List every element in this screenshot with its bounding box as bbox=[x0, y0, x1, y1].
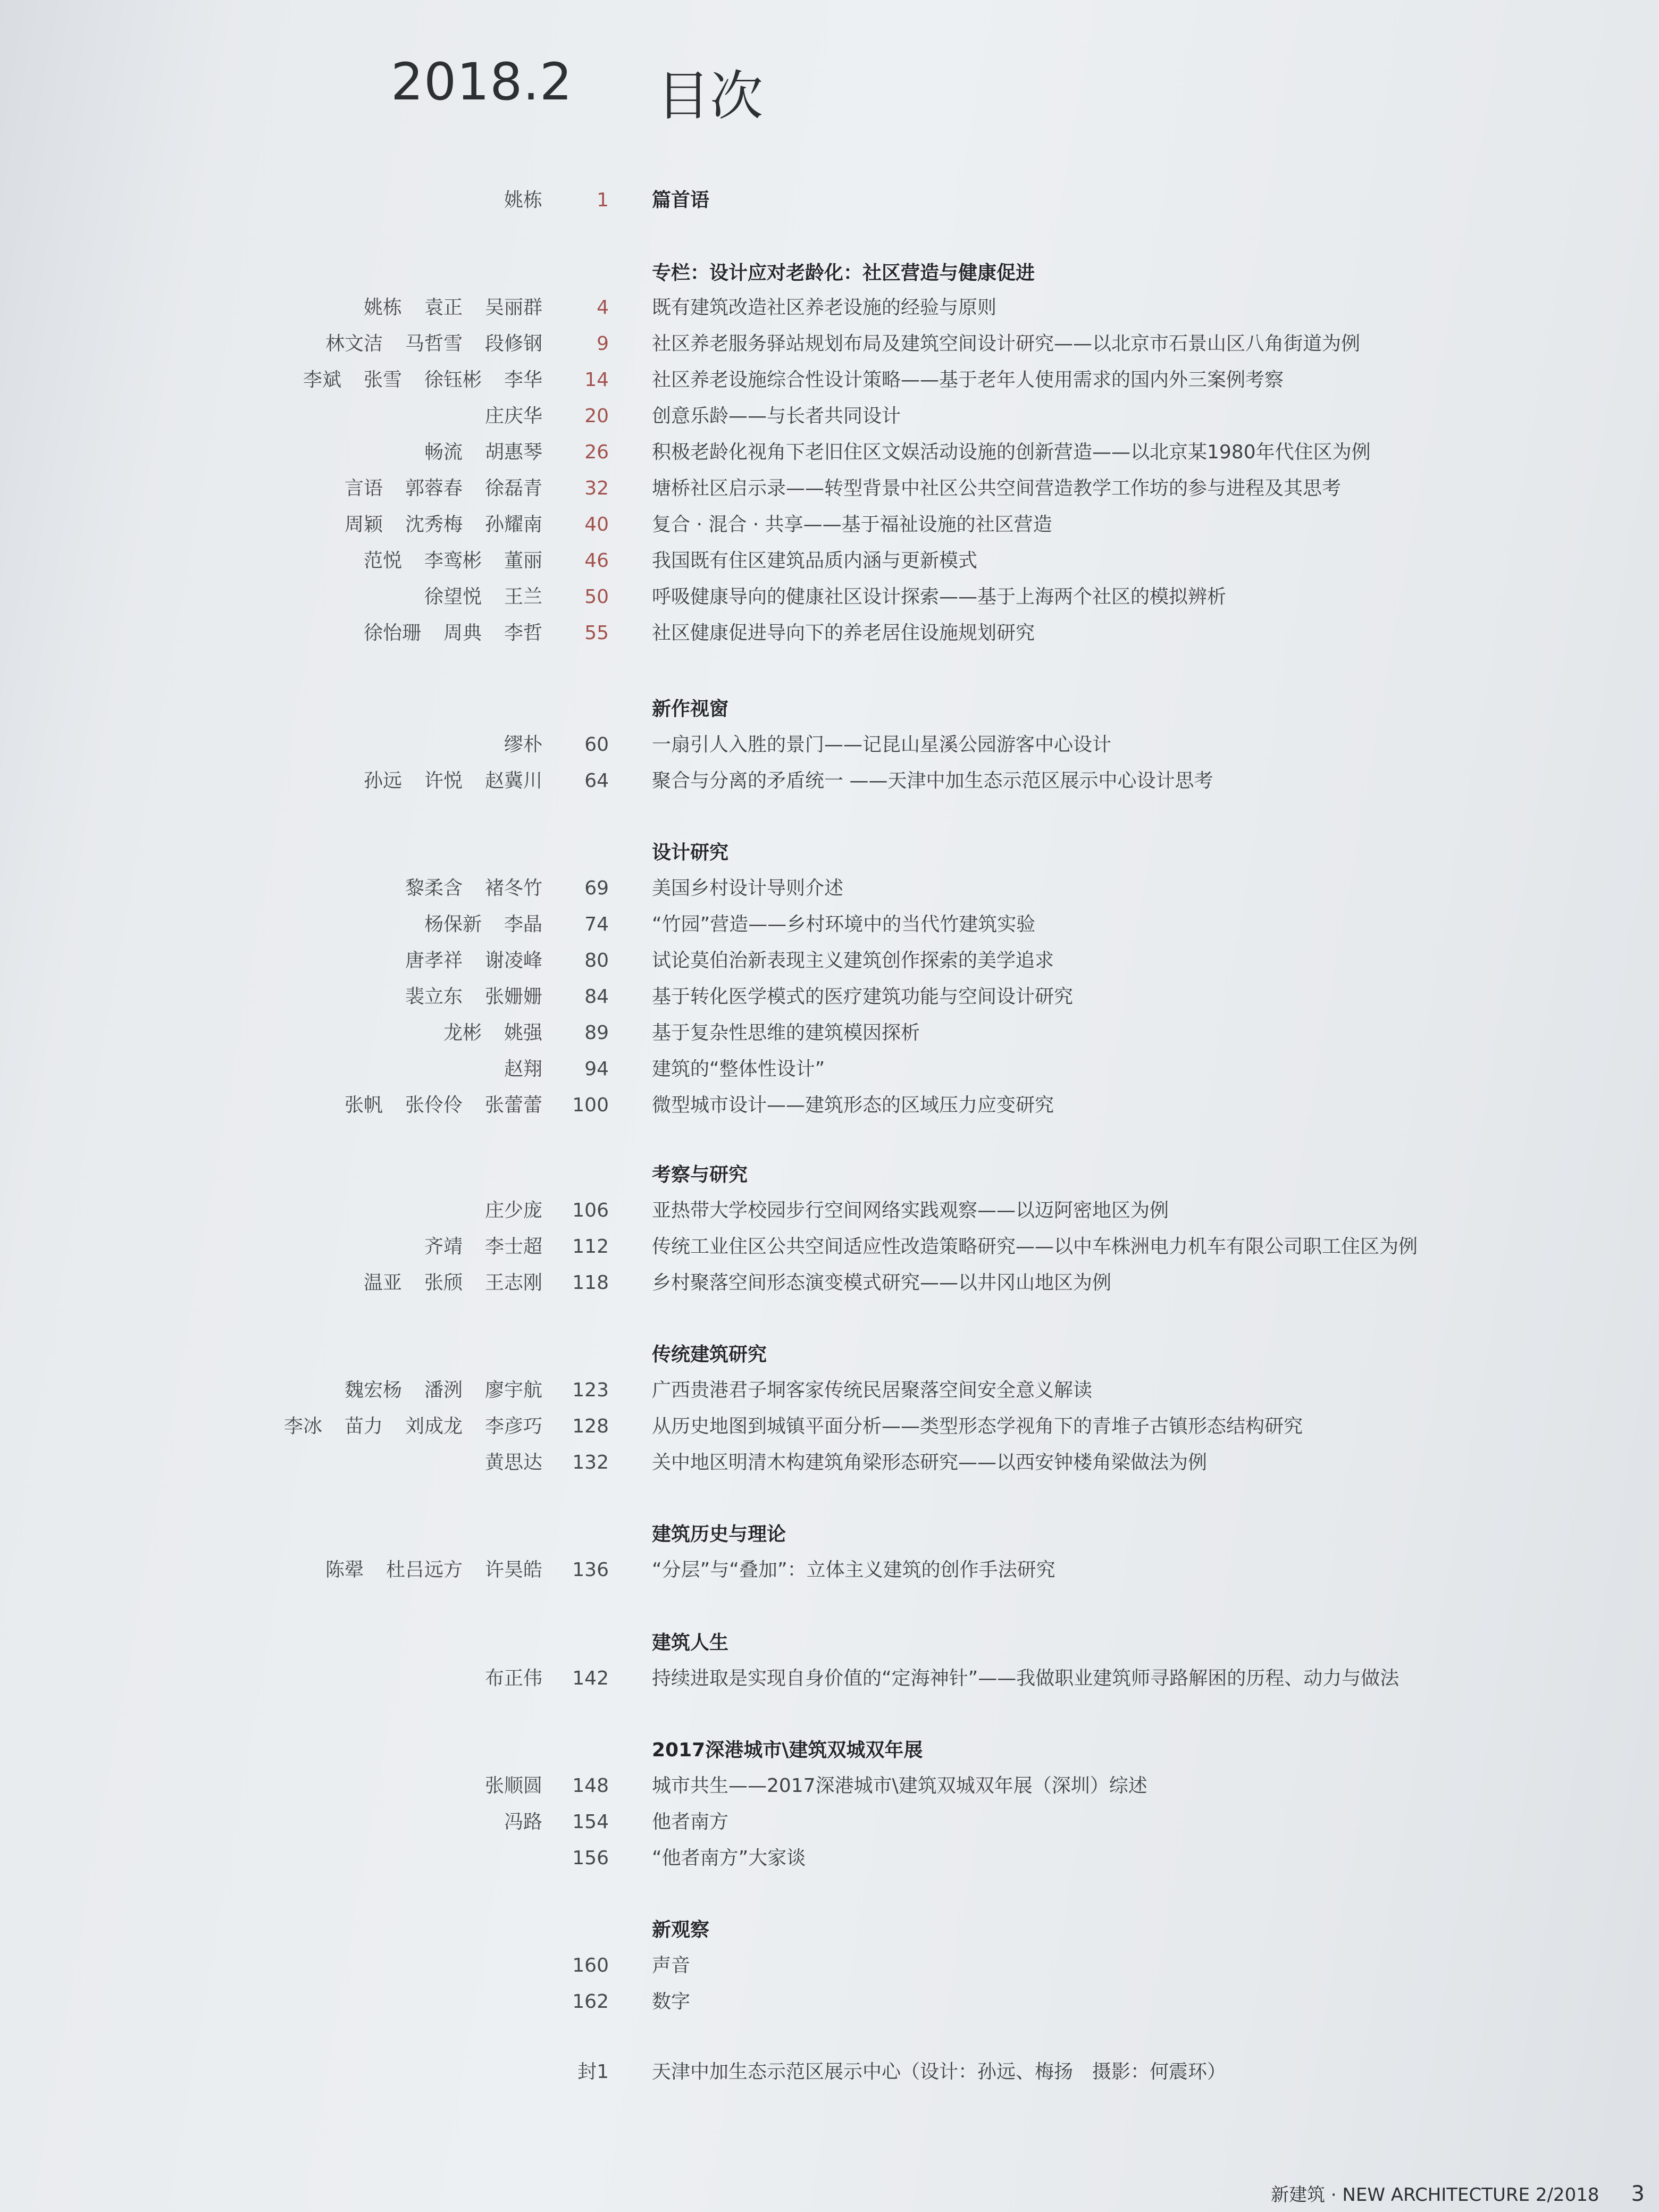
toc-entry bbox=[0, 1372, 1659, 1409]
section-heading: 建筑历史与理论 bbox=[652, 1523, 786, 1545]
entry-authors bbox=[443, 1015, 542, 1051]
entry-page-number: 128 bbox=[572, 1415, 609, 1437]
entry-page-number: 123 bbox=[572, 1379, 609, 1401]
entry-authors bbox=[405, 943, 542, 979]
toc-entry bbox=[0, 2054, 1659, 2090]
author-name: 徐磊青 bbox=[484, 477, 542, 499]
toc-entry bbox=[0, 362, 1659, 398]
entry-title: 声音 bbox=[652, 1955, 691, 1976]
toc-entry bbox=[0, 727, 1659, 763]
entry-title: 天津中加生态示范区展示中心（设计：孙远、梅扬 摄影：何震环） bbox=[652, 2061, 1227, 2083]
entry-title: 乡村聚落空间形态演变模式研究——以井冈山地区为例 bbox=[652, 1272, 1112, 1294]
entry-authors bbox=[485, 398, 542, 434]
author-name: 董丽 bbox=[504, 550, 542, 572]
author-name: 周颖 bbox=[344, 514, 383, 535]
toc-entry bbox=[0, 943, 1659, 979]
entry-title: 关中地区明清木构建筑角梁形态研究——以西安钟楼角梁做法为例 bbox=[652, 1452, 1208, 1473]
entry-authors bbox=[303, 362, 542, 398]
entry-page-number: 112 bbox=[572, 1236, 609, 1258]
entry-title: 社区养老设施综合性设计策略——基于老年人使用需求的国内外三案例考察 bbox=[652, 369, 1284, 391]
entry-page-number: 50 bbox=[584, 586, 609, 608]
author-name: 李晶 bbox=[504, 914, 542, 935]
toc-entry bbox=[0, 579, 1659, 615]
page-number: 3 bbox=[1631, 2182, 1645, 2206]
author-name: 唐孝祥 bbox=[405, 950, 463, 971]
author-name: 徐钰彬 bbox=[424, 369, 482, 391]
toc-entry bbox=[0, 398, 1659, 434]
entry-title: 广西贵港君子垌客家传统民居聚落空间安全意义解读 bbox=[652, 1379, 1093, 1401]
entry-title: 城市共生——2017深港城市\建筑双城双年展（深圳）综述 bbox=[652, 1775, 1147, 1797]
author-name: 李士超 bbox=[484, 1236, 542, 1258]
toc-entry bbox=[0, 763, 1659, 799]
entry-page-number: 40 bbox=[584, 514, 609, 535]
author-name: 谢凌峰 bbox=[484, 950, 542, 971]
entry-authors bbox=[504, 182, 542, 219]
toc-entry bbox=[0, 1193, 1659, 1229]
entry-title: 持续进取是实现自身价值的“定海神针”——我做职业建筑师寻路解困的历程、动力与做法 bbox=[652, 1668, 1400, 1689]
entry-page-number: 154 bbox=[572, 1811, 609, 1833]
toc-entry bbox=[0, 1804, 1659, 1840]
entry-title: 一扇引人入胜的景门——记昆山星溪公园游客中心设计 bbox=[652, 734, 1112, 756]
author-name: 赵冀川 bbox=[484, 770, 542, 792]
author-name: 杨保新 bbox=[424, 914, 482, 935]
toc-entry bbox=[0, 434, 1659, 471]
section-heading: 专栏：设计应对老龄化：社区营造与健康促进 bbox=[652, 262, 1035, 284]
author-name: 李冰 bbox=[283, 1415, 322, 1437]
author-name: 龙彬 bbox=[443, 1022, 482, 1044]
entry-page-number: 142 bbox=[572, 1668, 609, 1689]
entry-authors bbox=[424, 434, 542, 471]
toc-entry bbox=[0, 615, 1659, 651]
author-name: 张帆 bbox=[344, 1094, 383, 1116]
entry-authors bbox=[364, 763, 542, 799]
entry-title: “分层”与“叠加”：立体主义建筑的创作手法研究 bbox=[652, 1559, 1055, 1581]
section-heading: 建筑人生 bbox=[652, 1632, 729, 1654]
author-name: 张姗姗 bbox=[484, 986, 542, 1008]
entry-authors bbox=[424, 907, 542, 943]
author-name: 张顺圆 bbox=[484, 1775, 542, 1797]
author-name: 姚栋 bbox=[504, 189, 542, 211]
entry-title: 基于复杂性思维的建筑模因探析 bbox=[652, 1022, 920, 1044]
entry-authors bbox=[364, 1265, 542, 1301]
entry-title: 积极老龄化视角下老旧住区文娱活动设施的创新营造——以北京某1980年代住区为例 bbox=[652, 441, 1371, 463]
entry-page-number: 32 bbox=[584, 477, 609, 499]
entry-page-number: 136 bbox=[572, 1559, 609, 1581]
author-name: 言语 bbox=[344, 477, 383, 499]
toc-entry bbox=[0, 1445, 1659, 1481]
entry-page-number: 162 bbox=[572, 1991, 609, 2013]
entry-authors bbox=[485, 1445, 542, 1481]
author-name: 齐靖 bbox=[424, 1236, 463, 1258]
author-name: 吴丽群 bbox=[484, 297, 542, 319]
entry-authors bbox=[405, 870, 542, 907]
section-heading: 2017深港城市\建筑双城双年展 bbox=[652, 1739, 923, 1761]
author-name: 褚冬竹 bbox=[484, 877, 542, 899]
author-name: 胡惠琴 bbox=[484, 441, 542, 463]
entry-page-number: 1 bbox=[597, 189, 609, 211]
author-name: 魏宏杨 bbox=[344, 1379, 402, 1401]
entry-page-number: 封1 bbox=[577, 2061, 609, 2083]
entry-page-number: 94 bbox=[584, 1058, 609, 1080]
author-name: 范悦 bbox=[363, 550, 402, 572]
author-name: 孙远 bbox=[363, 770, 402, 792]
entry-authors bbox=[504, 1804, 542, 1840]
author-name: 张伶伶 bbox=[405, 1094, 463, 1116]
toc-entry bbox=[0, 507, 1659, 543]
author-name: 段修钢 bbox=[484, 333, 542, 355]
author-name: 李哲 bbox=[504, 622, 542, 644]
toc-entry bbox=[0, 1229, 1659, 1265]
entry-title: 数字 bbox=[652, 1991, 691, 2013]
toc-entry bbox=[0, 907, 1659, 943]
toc-entry bbox=[0, 1984, 1659, 2020]
toc-entry bbox=[0, 1051, 1659, 1087]
toc-entry bbox=[0, 290, 1659, 326]
section-heading: 新作视窗 bbox=[652, 698, 729, 720]
entry-title: 复合 · 混合 · 共享——基于福祉设施的社区营造 bbox=[652, 514, 1052, 535]
issue-date: 2018.2 bbox=[391, 52, 573, 112]
author-name: 徐怡珊 bbox=[363, 622, 421, 644]
entry-title: 既有建筑改造社区养老设施的经验与原则 bbox=[652, 297, 997, 319]
entry-authors bbox=[345, 1087, 542, 1124]
page-footer bbox=[1271, 2180, 1645, 2206]
toc-entry bbox=[0, 870, 1659, 907]
entry-title: 塘桥社区启示录——转型背景中社区公共空间营造教学工作坊的参与进程及其思考 bbox=[652, 477, 1342, 499]
entry-title: 从历史地图到城镇平面分析——类型形态学视角下的青堆子古镇形态结构研究 bbox=[652, 1415, 1303, 1437]
author-name: 畅流 bbox=[424, 441, 463, 463]
author-name: 沈秀梅 bbox=[405, 514, 463, 535]
author-name: 徐望悦 bbox=[424, 586, 482, 608]
toc-entry bbox=[0, 1015, 1659, 1051]
entry-page-number: 69 bbox=[584, 877, 609, 899]
entry-authors bbox=[504, 1051, 542, 1087]
author-name: 马哲雪 bbox=[405, 333, 463, 355]
toc-entry bbox=[0, 471, 1659, 507]
author-name: 许昊皓 bbox=[484, 1559, 542, 1581]
toc-entry bbox=[0, 1661, 1659, 1697]
entry-title: 社区养老服务驿站规划布局及建筑空间设计研究——以北京市石景山区八角街道为例 bbox=[652, 333, 1361, 355]
entry-title: 建筑的“整体性设计” bbox=[652, 1058, 825, 1080]
author-name: 苗力 bbox=[344, 1415, 383, 1437]
author-name: 庄少庞 bbox=[484, 1200, 542, 1221]
toc-entry bbox=[0, 543, 1659, 579]
entry-page-number: 9 bbox=[597, 333, 609, 355]
section-heading: 篇首语 bbox=[652, 189, 710, 211]
author-name: 王兰 bbox=[504, 586, 542, 608]
author-name: 孙耀南 bbox=[484, 514, 542, 535]
entry-authors bbox=[405, 979, 542, 1015]
author-name: 温亚 bbox=[363, 1272, 402, 1294]
author-name: 许悦 bbox=[424, 770, 463, 792]
entry-page-number: 55 bbox=[584, 622, 609, 644]
entry-title: “他者南方”大家谈 bbox=[652, 1847, 806, 1869]
author-name: 张雪 bbox=[363, 369, 402, 391]
author-name: 赵翔 bbox=[504, 1058, 542, 1080]
footer-journal: 新建筑 · NEW ARCHITECTURE 2/2018 bbox=[1271, 2184, 1599, 2206]
section-heading: 设计研究 bbox=[652, 842, 729, 864]
author-name: 廖宇航 bbox=[484, 1379, 542, 1401]
entry-title: 聚合与分离的矛盾统一 ——天津中加生态示范区展示中心设计思考 bbox=[652, 770, 1213, 792]
entry-page-number: 26 bbox=[584, 441, 609, 463]
entry-authors bbox=[424, 579, 542, 615]
toc-entry bbox=[0, 1948, 1659, 1984]
entry-page-number: 156 bbox=[572, 1847, 609, 1869]
author-name: 姚强 bbox=[504, 1022, 542, 1044]
author-name: 李彦巧 bbox=[484, 1415, 542, 1437]
toc-entry bbox=[0, 1768, 1659, 1804]
entry-page-number: 74 bbox=[584, 914, 609, 935]
entry-page-number: 20 bbox=[584, 405, 609, 427]
entry-page-number: 118 bbox=[572, 1272, 609, 1294]
toc-entry bbox=[0, 1840, 1659, 1876]
author-name: 李鸾彬 bbox=[424, 550, 482, 572]
toc-entry bbox=[0, 1265, 1659, 1301]
author-name: 黎柔含 bbox=[405, 877, 463, 899]
entry-authors bbox=[325, 326, 542, 362]
author-name: 林文洁 bbox=[325, 333, 383, 355]
entry-authors bbox=[364, 615, 542, 651]
entry-page-number: 64 bbox=[584, 770, 609, 792]
author-name: 缪朴 bbox=[504, 734, 542, 756]
entry-page-number: 89 bbox=[584, 1022, 609, 1044]
author-name: 李斌 bbox=[303, 369, 341, 391]
entry-page-number: 132 bbox=[572, 1452, 609, 1473]
entry-title: “竹园”营造——乡村环境中的当代竹建筑实验 bbox=[652, 914, 1036, 935]
author-name: 姚栋 bbox=[363, 297, 402, 319]
entry-title: 试论莫伯治新表现主义建筑创作探索的美学追求 bbox=[652, 950, 1054, 971]
entry-authors bbox=[345, 507, 542, 543]
entry-title: 他者南方 bbox=[652, 1811, 729, 1833]
author-name: 陈翚 bbox=[325, 1559, 364, 1581]
entry-authors bbox=[504, 727, 542, 763]
author-name: 张蕾蕾 bbox=[484, 1094, 542, 1116]
author-name: 郭蓉春 bbox=[405, 477, 463, 499]
entry-authors bbox=[364, 543, 542, 579]
entry-title: 亚热带大学校园步行空间网络实践观察——以迈阿密地区为例 bbox=[652, 1200, 1169, 1221]
entry-authors bbox=[284, 1409, 542, 1445]
entry-title: 微型城市设计——建筑形态的区域压力应变研究 bbox=[652, 1094, 1054, 1116]
entry-authors bbox=[485, 1661, 542, 1697]
entry-title: 社区健康促进导向下的养老居住设施规划研究 bbox=[652, 622, 1035, 644]
entry-title: 创意乐龄——与长者共同设计 bbox=[652, 405, 901, 427]
entry-page-number: 100 bbox=[572, 1094, 609, 1116]
toc-entry bbox=[0, 1409, 1659, 1445]
entry-page-number: 84 bbox=[584, 986, 609, 1008]
author-name: 庄庆华 bbox=[484, 405, 542, 427]
entry-authors bbox=[345, 471, 542, 507]
entry-page-number: 60 bbox=[584, 734, 609, 756]
toc-entry bbox=[0, 979, 1659, 1015]
entry-page-number: 106 bbox=[572, 1200, 609, 1221]
author-name: 布正伟 bbox=[484, 1668, 542, 1689]
author-name: 李华 bbox=[504, 369, 542, 391]
entry-authors bbox=[424, 1229, 542, 1265]
entry-title: 呼吸健康导向的健康社区设计探索——基于上海两个社区的模拟辨析 bbox=[652, 586, 1227, 608]
entry-title: 我国既有住区建筑品质内涵与更新模式 bbox=[652, 550, 978, 572]
entry-page-number: 160 bbox=[572, 1955, 609, 1976]
author-name: 袁正 bbox=[424, 297, 463, 319]
page-title: 目次 bbox=[657, 65, 763, 127]
entry-authors bbox=[345, 1372, 542, 1409]
entry-authors bbox=[485, 1193, 542, 1229]
author-name: 杜吕远方 bbox=[386, 1559, 463, 1581]
section-heading: 考察与研究 bbox=[652, 1164, 748, 1186]
author-name: 张颀 bbox=[424, 1272, 463, 1294]
entry-page-number: 14 bbox=[584, 369, 609, 391]
author-name: 潘洌 bbox=[424, 1379, 463, 1401]
entry-authors bbox=[485, 1768, 542, 1804]
toc-entry bbox=[0, 326, 1659, 362]
author-name: 周典 bbox=[443, 622, 482, 644]
entry-authors bbox=[325, 1552, 542, 1588]
author-name: 裴立东 bbox=[405, 986, 463, 1008]
entry-page-number: 148 bbox=[572, 1775, 609, 1797]
entry-authors bbox=[364, 290, 542, 326]
author-name: 王志刚 bbox=[484, 1272, 542, 1294]
toc-entry bbox=[0, 1087, 1659, 1124]
entry-page-number: 80 bbox=[584, 950, 609, 971]
entry-page-number: 46 bbox=[584, 550, 609, 572]
entry-title: 传统工业住区公共空间适应性改造策略研究——以中车株洲电力机车有限公司职工住区为例 bbox=[652, 1236, 1418, 1258]
entry-title: 基于转化医学模式的医疗建筑功能与空间设计研究 bbox=[652, 986, 1074, 1008]
section-heading: 新观察 bbox=[652, 1919, 710, 1941]
section-heading: 传统建筑研究 bbox=[652, 1344, 767, 1365]
author-name: 冯路 bbox=[504, 1811, 542, 1833]
entry-title: 美国乡村设计导则介述 bbox=[652, 877, 844, 899]
toc-entry bbox=[0, 1552, 1659, 1588]
author-name: 刘成龙 bbox=[405, 1415, 463, 1437]
author-name: 黄思达 bbox=[484, 1452, 542, 1473]
entry-page-number: 4 bbox=[597, 297, 609, 319]
